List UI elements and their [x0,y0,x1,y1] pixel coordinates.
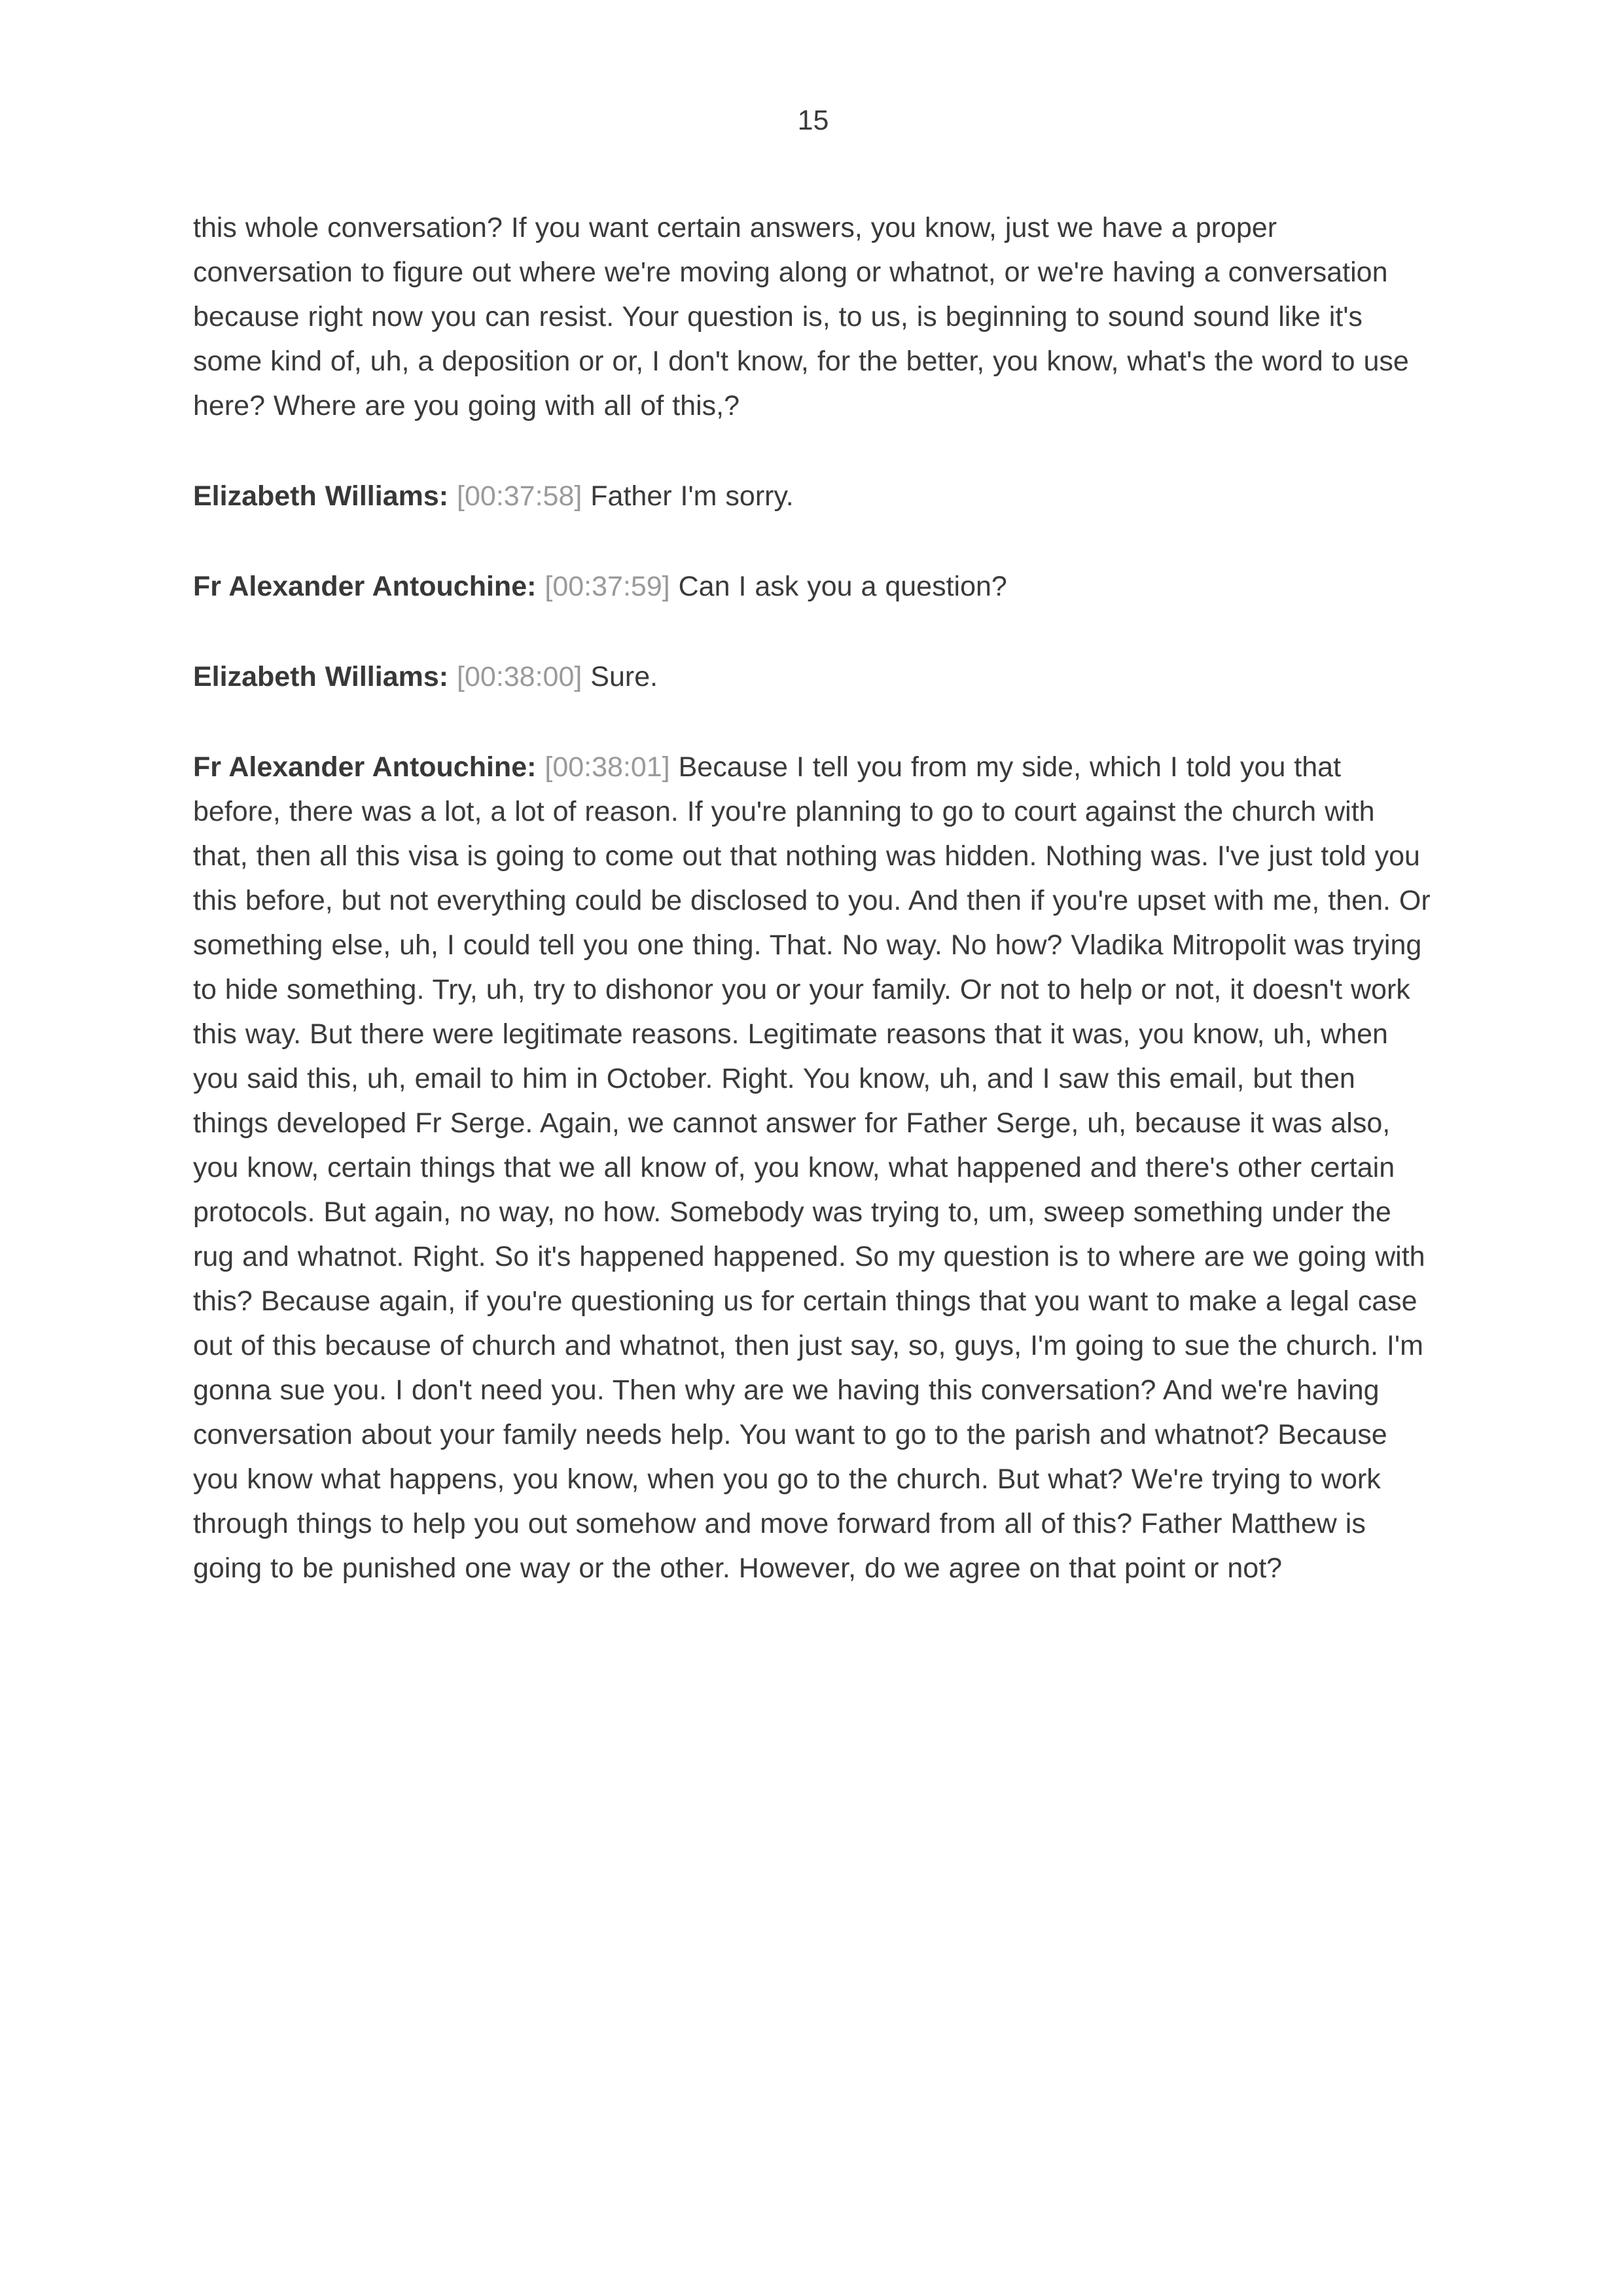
page-number: 15 [797,105,829,136]
speech-text: Father I'm sorry. [590,480,794,512]
speaker-name: Elizabeth Williams: [193,661,449,692]
continuation-paragraph: this whole conversation? If you want certain answers, you know, just we have a proper conversation to figure out where we're moving along or whatnot, or we're having a conversation because right now you can resist. Your question is, to us, is beginning to sound sound like it's some kind of, uh, a deposition or or, I don't know, for the better, you know, what's the word to use here? Where are you going with all of this,? [193,212,1409,422]
timestamp: [00:37:58] [457,480,582,512]
transcript-content [193,206,1436,1590]
transcript-entry [193,745,1436,1590]
speech-text: Because I tell you from my side, which I told you that before, there was a lot, a lot of reason. If you're planning to go to court against the church with that, then all this visa is going to come out that nothing was hidden. Nothing was. I've just told you this before, but not everything could be disclosed to you. And then if you're upset with me, then. Or something else, uh, I could tell you one thing. That. No way. No how? Vladika Mitropolit was trying to hide something. Try, uh, try to dishonor you or your family. Or not to help or not, it doesn't work this way. But there were legitimate reasons. Legitimate reasons that it was, you know, uh, when you said this, uh, email to him in October. Right. You know, uh, and I saw this email, but then things developed Fr Serge. Again, we cannot answer for Father Serge, uh, because it was also, you know, certain things that we all know of, you know, what happened and there's other certain protocols. But again, no way, no how. Somebody was trying to, um, sweep something under the rug and whatnot. Right. So it's happened happened. So my question is to where are we going with this? Because again, if you're questioning us for certain things that you want to make a legal case out of this because of church and whatnot, then just say, so, guys, I'm going to sue the church. I'm gonna sue you. I don't need you. Then why are we having this conversation? And we're having conversation about your family needs help. You want to go to the parish and whatnot? Because you know what happens, you know, when you go to the church. But what? We're trying to work through things to help you out somehow and move forward from all of this? Father Matthew is going to be punished one way or the other. However, do we agree on that point or not? [193,751,1431,1584]
timestamp: [00:38:01] [544,751,670,783]
transcript-entry [193,655,1436,699]
speaker-name: Fr Alexander Antouchine: [193,751,537,783]
speech-text: Sure. [590,661,658,692]
timestamp: [00:38:00] [457,661,582,692]
speaker-name: Fr Alexander Antouchine: [193,571,537,602]
transcript-entry [193,474,1436,518]
timestamp: [00:37:59] [544,571,670,602]
transcript-entry [193,564,1436,609]
speaker-name: Elizabeth Williams: [193,480,449,512]
speech-text: Can I ask you a question? [678,571,1007,602]
